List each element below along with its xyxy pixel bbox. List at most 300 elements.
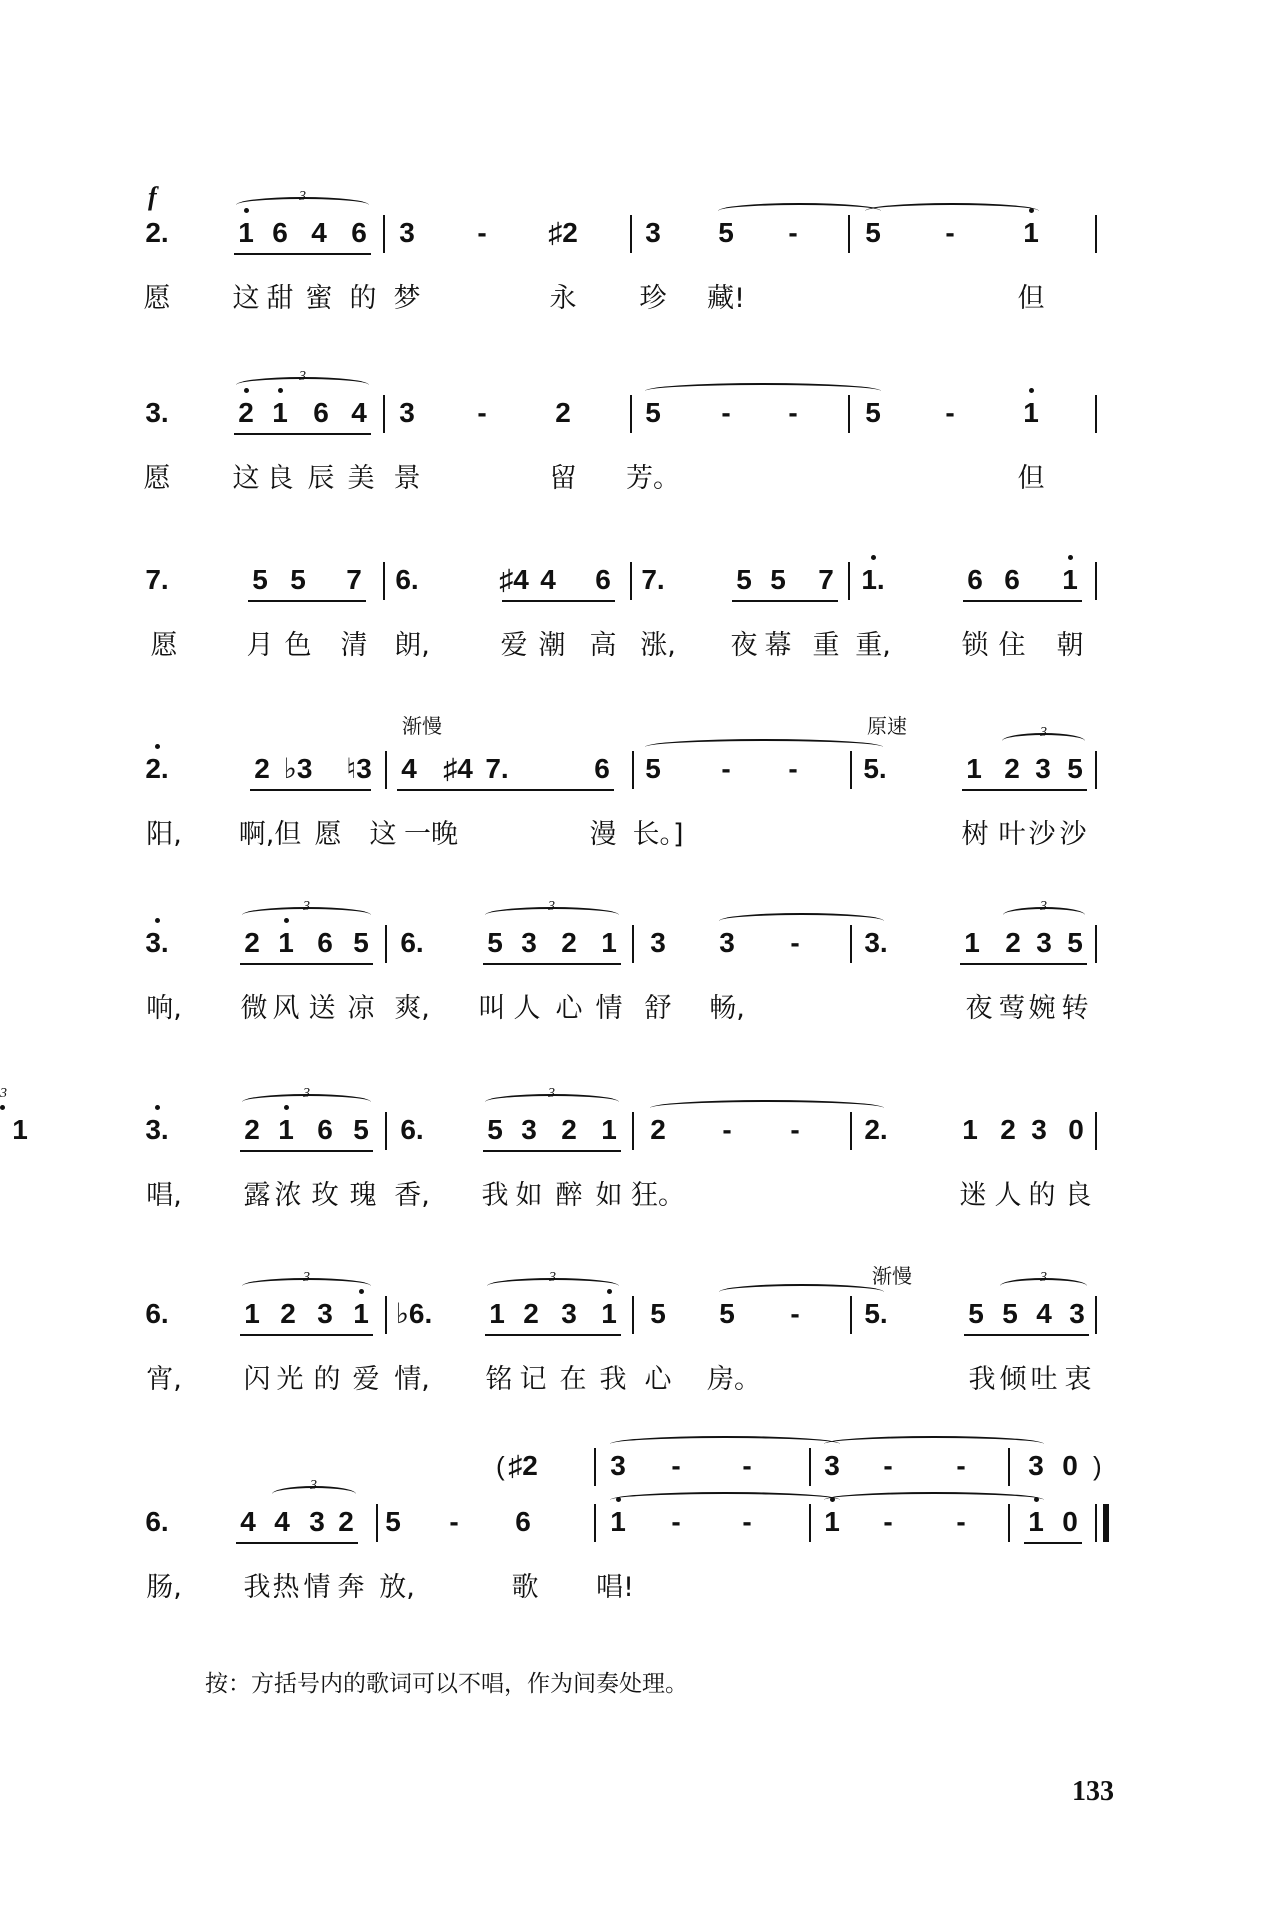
upper-note: - bbox=[671, 1450, 681, 1481]
beam-underline bbox=[234, 433, 371, 435]
lyric-line bbox=[0, 461, 1272, 501]
note: 5 bbox=[353, 1114, 369, 1145]
note: - bbox=[721, 397, 731, 428]
lyric: 清 bbox=[340, 630, 368, 661]
note: 6 bbox=[313, 397, 329, 428]
lyric: 这 bbox=[369, 819, 397, 850]
lyric: 舒 bbox=[644, 993, 672, 1024]
note: 7. bbox=[485, 753, 509, 784]
note: 6. bbox=[145, 1298, 169, 1329]
beam-underline bbox=[483, 1150, 621, 1152]
barline bbox=[1095, 751, 1097, 789]
octave-dot bbox=[0, 1105, 5, 1110]
octave-dot bbox=[155, 744, 160, 749]
barline bbox=[594, 1504, 596, 1542]
lyric: 肠, bbox=[146, 1572, 182, 1603]
score-row bbox=[0, 369, 1272, 523]
octave-dot bbox=[871, 555, 876, 560]
lyric: 锁 bbox=[961, 630, 989, 661]
lyric: 愿 bbox=[150, 630, 178, 661]
note: 3 bbox=[1035, 753, 1051, 784]
page-number: 133 bbox=[1072, 1776, 1114, 1807]
note: 6. bbox=[400, 927, 424, 958]
note: 2 bbox=[650, 1114, 666, 1145]
note: 5 bbox=[650, 1298, 666, 1329]
lyric: 住 bbox=[998, 630, 1026, 661]
triplet-number: 3 bbox=[299, 369, 306, 384]
lyric-line bbox=[0, 1178, 1272, 1218]
note: 2. bbox=[145, 753, 169, 784]
tie bbox=[824, 1436, 1044, 1452]
note: 5 bbox=[487, 1114, 503, 1145]
note: ♯4 bbox=[443, 753, 473, 784]
note: 6 bbox=[272, 217, 288, 248]
lyric: 响, bbox=[146, 993, 182, 1024]
triplet-number: 3 bbox=[1040, 725, 1047, 740]
note: 5 bbox=[865, 397, 881, 428]
lyric: 转 bbox=[1061, 993, 1089, 1024]
lyric: 这 bbox=[232, 283, 260, 314]
upper-note: - bbox=[883, 1450, 893, 1481]
lyric: 莺 bbox=[998, 993, 1026, 1024]
note: 1 bbox=[1028, 1506, 1044, 1537]
lyric: 愿 bbox=[143, 463, 171, 494]
barline bbox=[632, 1112, 634, 1150]
lyric: 叶 bbox=[998, 819, 1026, 850]
lyric: 我 bbox=[599, 1364, 627, 1395]
lyric: 阳, bbox=[146, 819, 182, 850]
note: 6 bbox=[1004, 564, 1020, 595]
bracket: ) bbox=[1093, 1451, 1102, 1481]
lyric: 良 bbox=[266, 463, 294, 494]
barline bbox=[385, 925, 387, 963]
lyric: 爱 bbox=[500, 630, 528, 661]
lyric: 醉 bbox=[555, 1180, 583, 1211]
note: 2 bbox=[338, 1506, 354, 1537]
lyric: 如 bbox=[595, 1180, 623, 1211]
beam-underline bbox=[964, 1334, 1089, 1336]
beam-underline bbox=[960, 963, 1087, 965]
beam-underline bbox=[485, 1334, 621, 1336]
lyric: 奔 bbox=[337, 1572, 365, 1603]
barline bbox=[1095, 215, 1097, 253]
barline bbox=[848, 215, 850, 253]
lyric: 在 bbox=[559, 1364, 587, 1395]
note: - bbox=[788, 217, 798, 248]
lyric: 浓 bbox=[274, 1180, 302, 1211]
note: 1 bbox=[278, 1114, 294, 1145]
note: 1 bbox=[964, 927, 980, 958]
lyric: 心 bbox=[644, 1364, 672, 1395]
upper-note-line bbox=[0, 1446, 1272, 1506]
beam-underline bbox=[963, 600, 1082, 602]
note: 5 bbox=[1067, 927, 1083, 958]
lyric: 我 bbox=[243, 1572, 271, 1603]
barline bbox=[376, 1504, 378, 1542]
note: 2 bbox=[1000, 1114, 1016, 1145]
note: 1 bbox=[824, 1506, 840, 1537]
note: 1 bbox=[353, 1298, 369, 1329]
tempo-mark: 渐慢 bbox=[872, 1264, 912, 1288]
score-row bbox=[0, 560, 1272, 690]
beam-underline bbox=[240, 1334, 373, 1336]
note: 7. bbox=[145, 564, 169, 595]
note: 6. bbox=[395, 564, 419, 595]
beam-underline bbox=[483, 963, 621, 965]
note: 2 bbox=[561, 927, 577, 958]
lyric: 爱 bbox=[352, 1364, 380, 1395]
lyric: 微 bbox=[240, 993, 268, 1024]
barline bbox=[385, 1296, 387, 1334]
barline bbox=[850, 1296, 852, 1334]
barline bbox=[1095, 1112, 1097, 1150]
lyric: 树 bbox=[961, 819, 989, 850]
lyric: 梦 bbox=[393, 283, 421, 314]
note: 5. bbox=[864, 1298, 888, 1329]
lyric: 凉 bbox=[347, 993, 375, 1024]
lyric: 衷 bbox=[1064, 1364, 1092, 1395]
note: 4 bbox=[401, 753, 417, 784]
note: 5 bbox=[1002, 1298, 1018, 1329]
note: 2 bbox=[254, 753, 270, 784]
lyric: 如 bbox=[515, 1180, 543, 1211]
tie bbox=[865, 203, 1039, 219]
beam-underline bbox=[1024, 1542, 1082, 1544]
lyric: 良 bbox=[1064, 1180, 1092, 1211]
lyric: 风 bbox=[272, 993, 300, 1024]
lyric-line bbox=[0, 817, 1272, 857]
note: 3 bbox=[399, 397, 415, 428]
note: 4 bbox=[240, 1506, 256, 1537]
barline bbox=[383, 215, 385, 253]
lyric-line bbox=[0, 281, 1272, 321]
note: 3 bbox=[719, 927, 735, 958]
note: 4 bbox=[540, 564, 556, 595]
note: 5 bbox=[865, 217, 881, 248]
note: 5 bbox=[290, 564, 306, 595]
lyric: 甜 bbox=[266, 283, 294, 314]
beam-underline bbox=[234, 253, 371, 255]
note: 1 bbox=[1023, 397, 1039, 428]
lyric: 情 bbox=[595, 993, 623, 1024]
note: 7 bbox=[346, 564, 362, 595]
beam-underline bbox=[732, 600, 838, 602]
lyric: 吐 bbox=[1030, 1364, 1058, 1395]
triplet-number: 3 bbox=[303, 1270, 310, 1285]
barline bbox=[809, 1448, 811, 1486]
note: - bbox=[790, 1298, 800, 1329]
note: 1 bbox=[272, 397, 288, 428]
lyric: 涨, bbox=[640, 630, 676, 661]
lyric: 辰 bbox=[307, 463, 335, 494]
note-line bbox=[0, 369, 1272, 453]
barline bbox=[630, 562, 632, 600]
tie bbox=[645, 383, 881, 399]
note: 1 bbox=[601, 1298, 617, 1329]
lyric: 幕 bbox=[764, 630, 792, 661]
note: 5. bbox=[863, 753, 887, 784]
barline bbox=[383, 395, 385, 433]
lyric: 记 bbox=[519, 1364, 547, 1395]
lyric: 啊,但 bbox=[238, 819, 302, 850]
note: 3. bbox=[145, 927, 169, 958]
upper-note: ♯2 bbox=[508, 1450, 538, 1481]
note: - bbox=[945, 397, 955, 428]
triplet-number: 3 bbox=[303, 899, 310, 914]
lyric: 夜 bbox=[965, 993, 993, 1024]
lyric: 景 bbox=[393, 463, 421, 494]
upper-note: 3 bbox=[610, 1450, 626, 1481]
note: 5 bbox=[1067, 753, 1083, 784]
note: 3 bbox=[1031, 1114, 1047, 1145]
note: 2 bbox=[244, 927, 260, 958]
beam-underline bbox=[962, 789, 1087, 791]
triplet-number: 3 bbox=[1040, 1270, 1047, 1285]
note: 6. bbox=[400, 1114, 424, 1145]
lyric: 的 bbox=[349, 283, 377, 314]
note: - bbox=[742, 1506, 752, 1537]
triplet-number: 3 bbox=[548, 1086, 555, 1101]
note: 6 bbox=[594, 753, 610, 784]
note: 3 bbox=[521, 927, 537, 958]
note: 1 bbox=[601, 1114, 617, 1145]
beam-underline bbox=[397, 789, 614, 791]
score-row bbox=[0, 189, 1272, 343]
note: 2 bbox=[555, 397, 571, 428]
lyric: 情 bbox=[303, 1572, 331, 1603]
beam-underline bbox=[236, 1542, 358, 1544]
dynamic-forte: f bbox=[148, 182, 157, 211]
lyric: 我 bbox=[481, 1180, 509, 1211]
note: ♭6. bbox=[395, 1298, 433, 1329]
score-row bbox=[0, 899, 1272, 1053]
note: 1 bbox=[489, 1298, 505, 1329]
note: 4 bbox=[274, 1506, 290, 1537]
note: 3 bbox=[317, 1298, 333, 1329]
lyric: 沙 bbox=[1028, 819, 1056, 850]
note: 2 bbox=[244, 1114, 260, 1145]
note: 5 bbox=[487, 927, 503, 958]
triplet-number: 3 bbox=[0, 1086, 7, 1101]
note: - bbox=[477, 217, 487, 248]
note: 5 bbox=[736, 564, 752, 595]
note: 3 bbox=[1036, 927, 1052, 958]
barline bbox=[385, 1112, 387, 1150]
lyric: 婉 bbox=[1028, 993, 1056, 1024]
lyric: 但 bbox=[1017, 463, 1045, 494]
lyric: 我 bbox=[968, 1364, 996, 1395]
lyric: 玫 bbox=[311, 1180, 339, 1211]
lyric: 放, bbox=[379, 1572, 415, 1603]
lyric: 情, bbox=[394, 1364, 430, 1395]
lyric: 爽, bbox=[394, 993, 430, 1024]
note: - bbox=[945, 217, 955, 248]
barline bbox=[848, 395, 850, 433]
note: 6 bbox=[595, 564, 611, 595]
note: 5 bbox=[353, 927, 369, 958]
lyric: 愿 bbox=[143, 283, 171, 314]
note: 1. bbox=[861, 564, 885, 595]
note: - bbox=[790, 1114, 800, 1145]
lyric: 但 bbox=[1017, 283, 1045, 314]
lyric: 重, bbox=[855, 630, 891, 661]
lyric: 香, bbox=[394, 1180, 430, 1211]
lyric: 叫 bbox=[478, 993, 506, 1024]
note: 1 bbox=[238, 217, 254, 248]
barline bbox=[383, 562, 385, 600]
note: 3. bbox=[864, 927, 888, 958]
lyric: 潮 bbox=[538, 630, 566, 661]
note: - bbox=[788, 397, 798, 428]
lyric-line bbox=[0, 628, 1272, 668]
footnote: 按：方括号内的歌词可以不唱，作为间奏处理。 bbox=[205, 1671, 688, 1697]
note-line bbox=[0, 1086, 1272, 1170]
note: 6 bbox=[515, 1506, 531, 1537]
lyric: 唱! bbox=[596, 1572, 634, 1603]
note: 2. bbox=[145, 217, 169, 248]
barline bbox=[385, 751, 387, 789]
lyric: 宵, bbox=[146, 1364, 182, 1395]
note: - bbox=[449, 1506, 459, 1537]
lyric: 人 bbox=[513, 993, 541, 1024]
barline bbox=[1095, 1296, 1097, 1334]
note: 2 bbox=[1005, 927, 1021, 958]
note: 5 bbox=[252, 564, 268, 595]
lyric: 心 bbox=[555, 993, 583, 1024]
lyric: 狂。 bbox=[631, 1180, 685, 1211]
tie bbox=[610, 1436, 840, 1452]
beam-underline bbox=[248, 600, 366, 602]
barline bbox=[630, 395, 632, 433]
note: 0 bbox=[1068, 1114, 1084, 1145]
note: - bbox=[721, 753, 731, 784]
note: 1 bbox=[1062, 564, 1078, 595]
note: ♯2 bbox=[548, 217, 578, 248]
lyric-line bbox=[0, 991, 1272, 1031]
lyric: 藏! bbox=[707, 283, 745, 314]
note: 3 bbox=[650, 927, 666, 958]
lyric: 永 bbox=[549, 283, 577, 314]
lyric: 唱, bbox=[146, 1180, 182, 1211]
barline bbox=[850, 925, 852, 963]
lyric: 闪 bbox=[243, 1364, 271, 1395]
barline bbox=[632, 1296, 634, 1334]
note: 2 bbox=[561, 1114, 577, 1145]
note-line bbox=[0, 560, 1272, 620]
note: 2 bbox=[238, 397, 254, 428]
note: - bbox=[883, 1506, 893, 1537]
lyric: 畅, bbox=[709, 993, 745, 1024]
barline bbox=[809, 1504, 811, 1542]
lyric: 送 bbox=[308, 993, 336, 1024]
note: - bbox=[671, 1506, 681, 1537]
triplet-number: 3 bbox=[1040, 899, 1047, 914]
note: 1 bbox=[1023, 217, 1039, 248]
note: 1 bbox=[244, 1298, 260, 1329]
lyric: 珍 bbox=[639, 283, 667, 314]
note: - bbox=[722, 1114, 732, 1145]
upper-note: - bbox=[956, 1450, 966, 1481]
note: 6 bbox=[351, 217, 367, 248]
note: ♭3 bbox=[283, 753, 313, 784]
note: 0 bbox=[1062, 1506, 1078, 1537]
lyric: 歌 bbox=[511, 1572, 539, 1603]
note: 7. bbox=[641, 564, 665, 595]
tie bbox=[718, 203, 881, 219]
lyric: 朗, bbox=[394, 630, 430, 661]
lyric: 月 bbox=[246, 630, 274, 661]
note: - bbox=[477, 397, 487, 428]
lyric: 色 bbox=[284, 630, 312, 661]
beam-underline bbox=[250, 789, 371, 791]
lyric: 愿 bbox=[314, 819, 342, 850]
lyric: 铭 bbox=[485, 1364, 513, 1395]
octave-dot bbox=[155, 918, 160, 923]
lyric: 人 bbox=[994, 1180, 1022, 1211]
tie bbox=[719, 913, 884, 929]
beam-underline bbox=[240, 963, 373, 965]
upper-note: 3 bbox=[1028, 1450, 1044, 1481]
triplet-number: 3 bbox=[299, 189, 306, 204]
lyric-line bbox=[0, 1570, 1272, 1610]
lyric: 高 bbox=[589, 630, 617, 661]
note: 6. bbox=[145, 1506, 169, 1537]
note: 3 bbox=[309, 1506, 325, 1537]
note: 5 bbox=[645, 753, 661, 784]
lyric-line bbox=[0, 1362, 1272, 1402]
note: 4 bbox=[351, 397, 367, 428]
lyric: 热 bbox=[272, 1572, 300, 1603]
beam-underline bbox=[502, 600, 615, 602]
tempo-mark: 原速 bbox=[867, 714, 907, 738]
barline bbox=[1095, 395, 1097, 433]
note: 5 bbox=[718, 217, 734, 248]
note: 3 bbox=[1069, 1298, 1085, 1329]
lyric: 美 bbox=[347, 463, 375, 494]
note: 7 bbox=[818, 564, 834, 595]
note: 6 bbox=[967, 564, 983, 595]
note: 3. bbox=[145, 1114, 169, 1145]
triplet-number: 3 bbox=[548, 899, 555, 914]
note: 5 bbox=[719, 1298, 735, 1329]
note: 1 bbox=[12, 1114, 28, 1145]
note: 4 bbox=[1036, 1298, 1052, 1329]
lyric: 一晚 bbox=[404, 819, 458, 850]
note: 1 bbox=[278, 927, 294, 958]
beam-underline bbox=[240, 1150, 373, 1152]
octave-dot bbox=[1029, 388, 1034, 393]
lyric: 的 bbox=[313, 1364, 341, 1395]
lyric: 的 bbox=[1028, 1180, 1056, 1211]
score-row bbox=[0, 1450, 1272, 1632]
note: 3 bbox=[645, 217, 661, 248]
barline bbox=[632, 751, 634, 789]
note: 2 bbox=[523, 1298, 539, 1329]
note: 2 bbox=[280, 1298, 296, 1329]
final-barline bbox=[1095, 1504, 1109, 1542]
note: 5 bbox=[968, 1298, 984, 1329]
barline bbox=[632, 925, 634, 963]
note: - bbox=[956, 1506, 966, 1537]
note: 3 bbox=[399, 217, 415, 248]
note: 3 bbox=[521, 1114, 537, 1145]
upper-note: - bbox=[742, 1450, 752, 1481]
lyric: 这 bbox=[232, 463, 260, 494]
barline bbox=[850, 751, 852, 789]
barline bbox=[848, 562, 850, 600]
note: ♯4 bbox=[499, 564, 529, 595]
barline bbox=[1008, 1504, 1010, 1542]
